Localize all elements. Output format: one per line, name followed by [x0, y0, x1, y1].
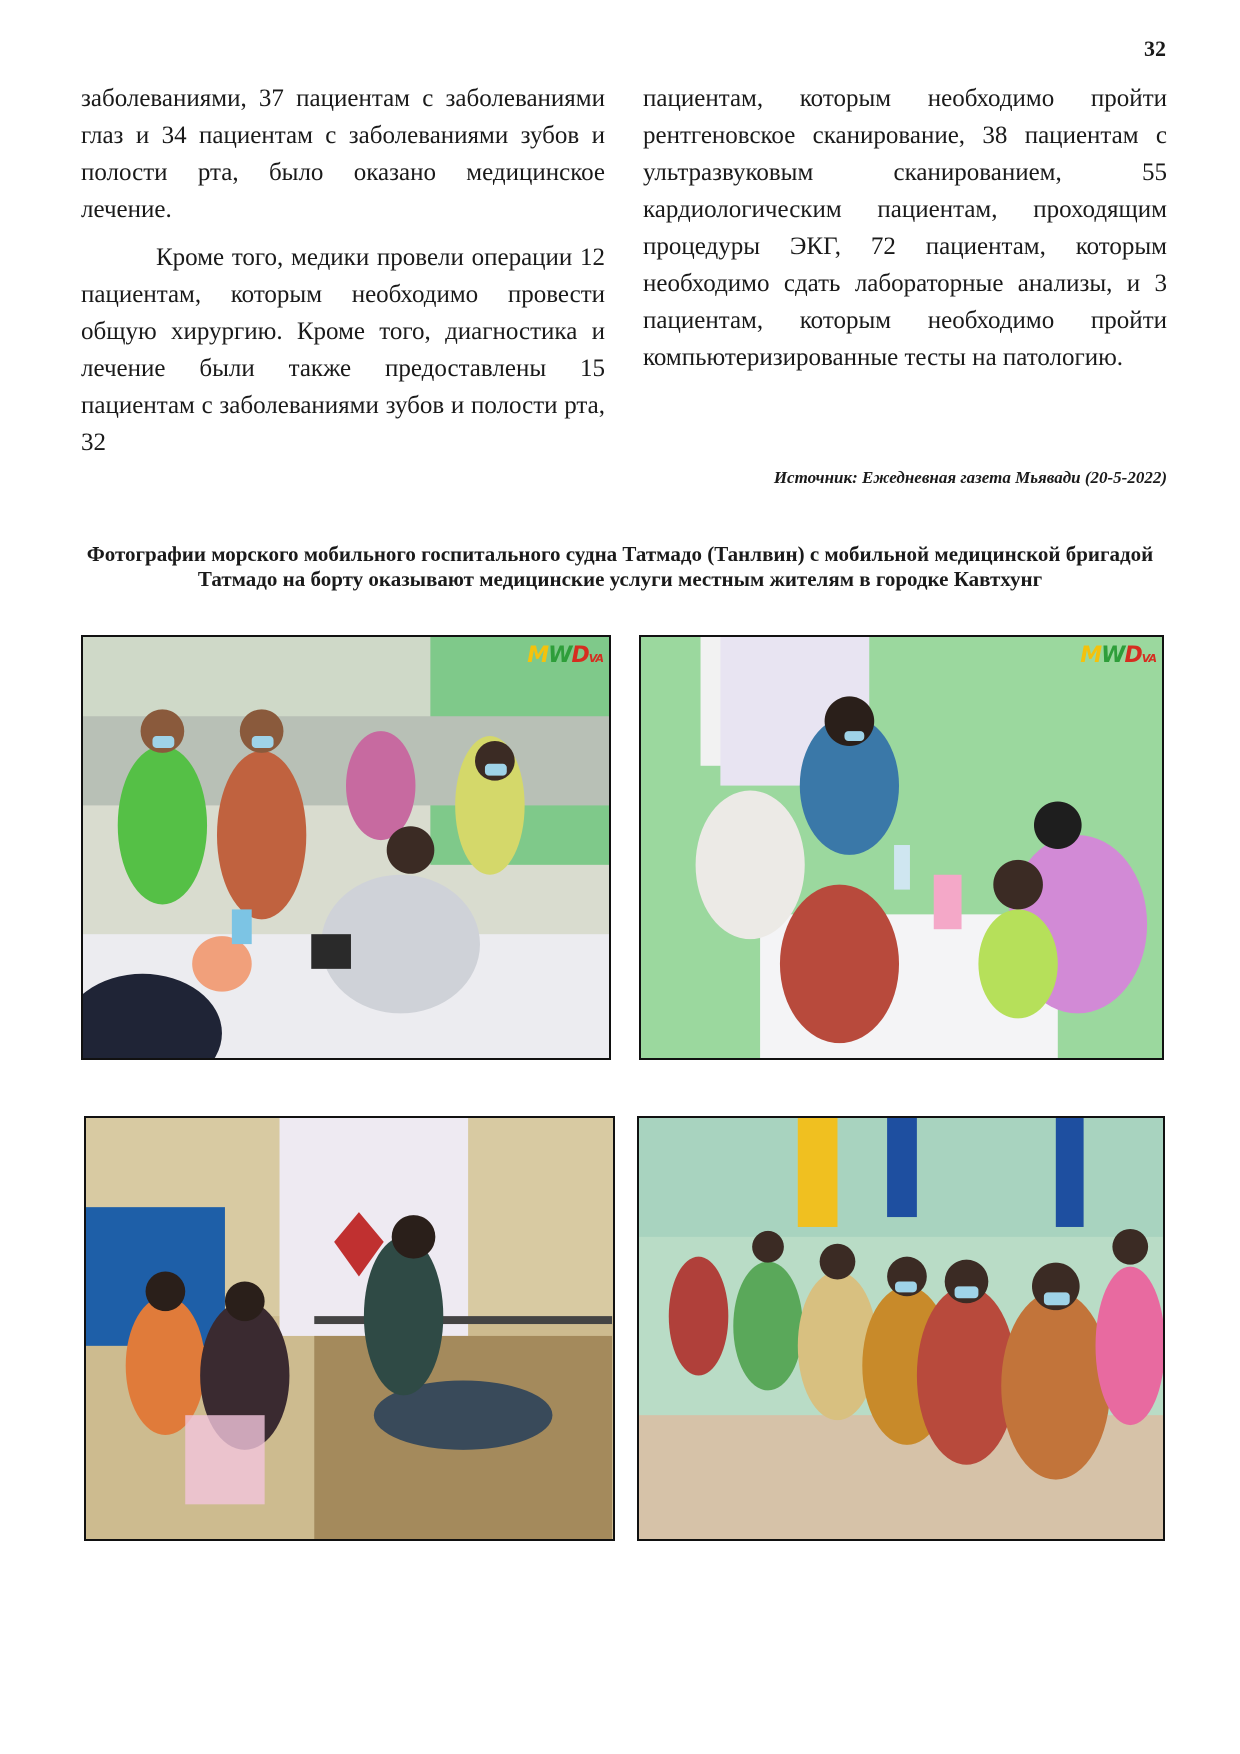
- photo-consultation-table: [81, 635, 611, 1060]
- page-number: 32: [1144, 36, 1166, 61]
- photo-waiting-patients: [637, 1116, 1165, 1541]
- photo-child-examination: [639, 635, 1164, 1060]
- photo-illustration: [641, 637, 1162, 1058]
- paragraph: Кроме того, медики провели операции 12 пациентам, которым необходимо провести общую хирургию. Кроме того, диагностика и лечение были также предоставлены 15 пациентам с заболеваниями зубов и полости рта, 32: [81, 244, 605, 456]
- gallery-caption: Фотографии морского мобильного госпитального судна Татмадо (Танлвин) с мобильной медицинской бригадой Татмадо на борту оказывают медицинские услуги местным жителям в городке Кавтхунг: [86, 542, 1154, 591]
- channel-logo: MWDVA: [527, 643, 603, 668]
- photo-illustration: [86, 1118, 613, 1539]
- source-citation: Источник: Ежедневная газета Мьявади (20-5-2022): [773, 468, 1167, 487]
- photo-illustration: [83, 637, 609, 1058]
- channel-logo: MWDVA: [1080, 643, 1156, 668]
- article-column-left: [81, 80, 605, 472]
- paragraph: заболеваниями, 37 пациентам с заболеваниями глаз и 34 пациентам с заболеваниями зубов и полости рта, было оказано медицинское лечение.: [81, 85, 605, 223]
- photo-bed-examination: [84, 1116, 615, 1541]
- photo-illustration: [639, 1118, 1163, 1539]
- paragraph: пациентам, которым необходимо пройти рентгеновское сканирование, 38 пациентам с ультразвуковым сканированием, 55 кардиологическим пациентам, проходящим процедуры ЭКГ, 72 пациентам, которым необходимо сдать лабораторные анализы, и 3 пациентам, которым необходимо пройти компьютеризированные тесты на патологию.: [643, 85, 1167, 371]
- article-column-right: [643, 80, 1167, 387]
